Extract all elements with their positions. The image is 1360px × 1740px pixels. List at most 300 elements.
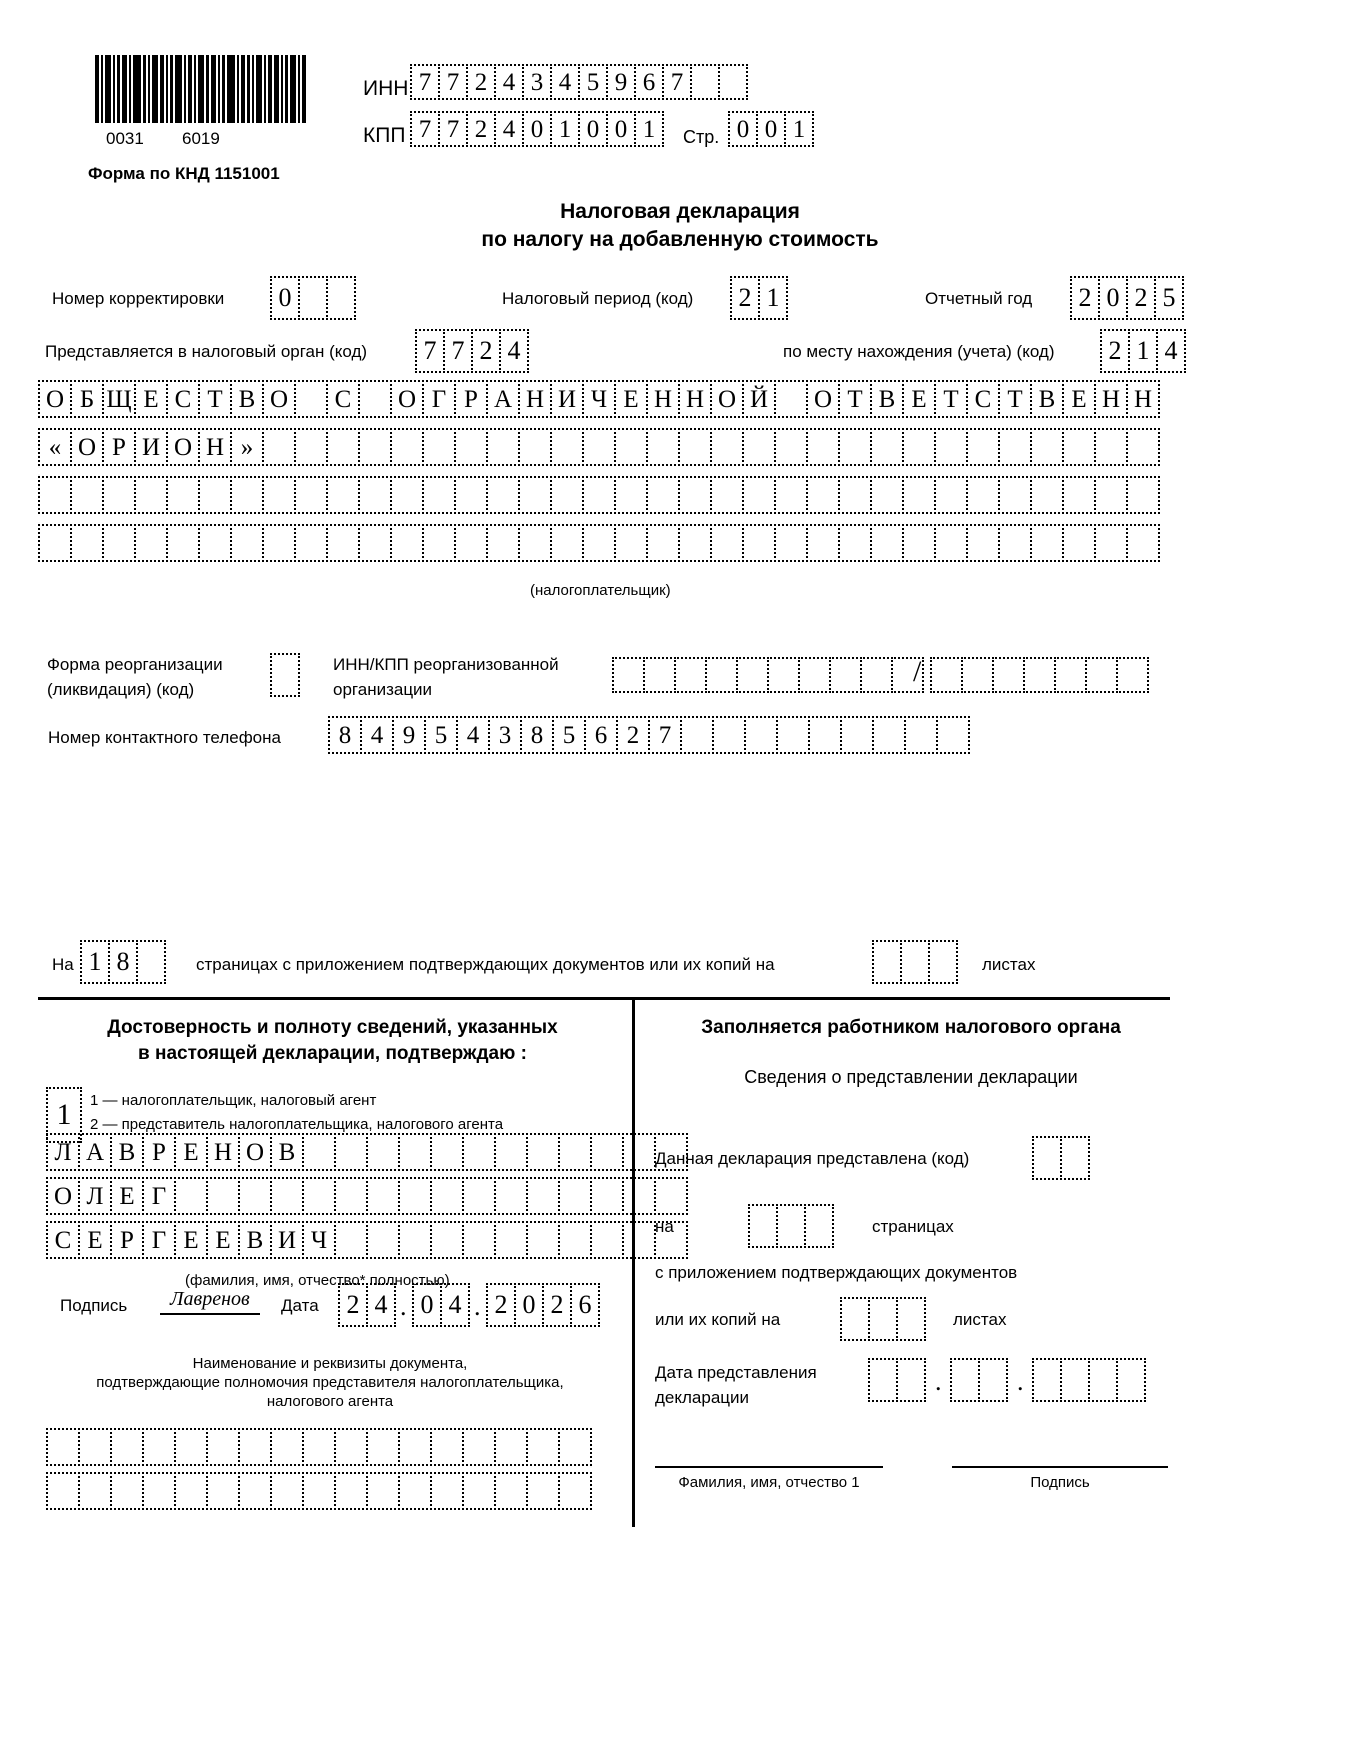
patronymic-cell-9[interactable]: Ч [302, 1221, 336, 1259]
taxpayer-r4-cell-33[interactable] [1062, 524, 1096, 562]
reorg-kpp-cell-6[interactable] [1085, 657, 1118, 693]
phone-cell-20[interactable] [936, 716, 970, 754]
reorg-inn-field[interactable] [612, 657, 924, 693]
taxpayer-r4-cell-20[interactable] [646, 524, 680, 562]
doc-r1-cell-1[interactable] [46, 1428, 80, 1466]
firstname-cell-7[interactable] [238, 1177, 272, 1215]
page-cell-3[interactable]: 1 [784, 111, 814, 147]
doc-r1-cell-17[interactable] [558, 1428, 592, 1466]
surname-cell-8[interactable]: В [270, 1133, 304, 1171]
patronymic-cell-7[interactable]: В [238, 1221, 272, 1259]
taxpayer-r1-cell-4[interactable]: Е [134, 380, 168, 418]
taxpayer-r3-cell-6[interactable] [198, 476, 232, 514]
taxpayer-r1-cell-5[interactable]: С [166, 380, 200, 418]
taxpayer-r4-cell-28[interactable] [902, 524, 936, 562]
doc-r1-cell-16[interactable] [526, 1428, 560, 1466]
surname-cell-3[interactable]: В [110, 1133, 144, 1171]
reorg-inn-cell-9[interactable] [860, 657, 893, 693]
taxpayer-r4-cell-4[interactable] [134, 524, 168, 562]
submitted-cell-2[interactable] [1060, 1136, 1090, 1180]
surname-cell-2[interactable]: А [78, 1133, 112, 1171]
year-cell-4[interactable]: 5 [1154, 276, 1184, 320]
date-month-cell-1[interactable]: 0 [412, 1283, 442, 1327]
taxpayer-r4-cell-5[interactable] [166, 524, 200, 562]
official-date-day-cell-2[interactable] [896, 1358, 926, 1402]
reorg-inn-cell-8[interactable] [829, 657, 862, 693]
taxpayer-r1-cell-17[interactable]: И [550, 380, 584, 418]
taxpayer-r1-cell-33[interactable]: Е [1062, 380, 1096, 418]
phone-cell-8[interactable]: 5 [552, 716, 586, 754]
firstname-cell-1[interactable]: О [46, 1177, 80, 1215]
taxpayer-r2-cell-35[interactable] [1126, 428, 1160, 466]
taxpayer-r2-cell-25[interactable] [806, 428, 840, 466]
date-month-cell-2[interactable]: 4 [440, 1283, 470, 1327]
taxpayer-name-row-2[interactable] [38, 428, 1160, 466]
period-field[interactable] [730, 276, 788, 320]
patronymic-cell-19[interactable] [622, 1221, 656, 1259]
kpp-cell-2[interactable]: 7 [438, 111, 468, 147]
phone-cell-3[interactable]: 9 [392, 716, 426, 754]
correction-field[interactable] [270, 276, 356, 320]
taxpayer-r2-cell-16[interactable] [518, 428, 552, 466]
surname-cell-15[interactable] [494, 1133, 528, 1171]
official-date-year-cell-4[interactable] [1116, 1358, 1146, 1402]
copies-field[interactable] [840, 1297, 926, 1341]
date-year-field[interactable] [486, 1283, 600, 1327]
taxpayer-r4-cell-30[interactable] [966, 524, 1000, 562]
taxpayer-r1-cell-12[interactable]: О [390, 380, 424, 418]
taxpayer-r2-cell-13[interactable] [422, 428, 456, 466]
taxpayer-r3-cell-32[interactable] [1030, 476, 1064, 514]
period-cell-2[interactable]: 1 [758, 276, 788, 320]
doc-r1-cell-14[interactable] [462, 1428, 496, 1466]
phone-cell-12[interactable] [680, 716, 714, 754]
taxpayer-r4-cell-29[interactable] [934, 524, 968, 562]
taxpayer-r3-cell-15[interactable] [486, 476, 520, 514]
location-cell-2[interactable]: 1 [1128, 329, 1158, 373]
surname-cell-9[interactable] [302, 1133, 336, 1171]
taxpayer-r4-cell-12[interactable] [390, 524, 424, 562]
taxpayer-r4-cell-8[interactable] [262, 524, 296, 562]
doc-r1-cell-11[interactable] [366, 1428, 400, 1466]
kpp-field[interactable] [410, 111, 664, 147]
surname-cell-10[interactable] [334, 1133, 368, 1171]
onpages-cell-1[interactable] [748, 1204, 778, 1248]
reorg-inn-cell-7[interactable] [798, 657, 831, 693]
taxpayer-r1-cell-19[interactable]: Е [614, 380, 648, 418]
reorg-kpp-cell-2[interactable] [961, 657, 994, 693]
doc-r1-cell-3[interactable] [110, 1428, 144, 1466]
submitted-cell-1[interactable] [1032, 1136, 1062, 1180]
official-date-month-cell-2[interactable] [978, 1358, 1008, 1402]
taxpayer-r2-cell-21[interactable] [678, 428, 712, 466]
firstname-cell-12[interactable] [398, 1177, 432, 1215]
patronymic-cell-12[interactable] [398, 1221, 432, 1259]
location-cell-3[interactable]: 4 [1156, 329, 1186, 373]
phone-cell-11[interactable]: 7 [648, 716, 682, 754]
taxpayer-r1-cell-32[interactable]: В [1030, 380, 1064, 418]
doc-r2-cell-7[interactable] [238, 1472, 272, 1510]
taxpayer-r2-cell-31[interactable] [998, 428, 1032, 466]
doc-details-row-1[interactable] [46, 1428, 592, 1466]
official-date-month-cell-1[interactable] [950, 1358, 980, 1402]
taxpayer-r1-cell-18[interactable]: Ч [582, 380, 616, 418]
firstname-cell-16[interactable] [526, 1177, 560, 1215]
patronymic-cell-1[interactable]: С [46, 1221, 80, 1259]
patronymic-cell-16[interactable] [526, 1221, 560, 1259]
surname-cell-14[interactable] [462, 1133, 496, 1171]
taxpayer-r3-cell-31[interactable] [998, 476, 1032, 514]
inn-cell-11[interactable] [690, 64, 720, 100]
taxpayer-r3-cell-28[interactable] [902, 476, 936, 514]
patronymic-cell-3[interactable]: Р [110, 1221, 144, 1259]
taxpayer-r4-cell-26[interactable] [838, 524, 872, 562]
taxpayer-r1-cell-2[interactable]: Б [70, 380, 104, 418]
doc-r2-cell-14[interactable] [462, 1472, 496, 1510]
taxpayer-r3-cell-23[interactable] [742, 476, 776, 514]
taxpayer-r3-cell-20[interactable] [646, 476, 680, 514]
date-year-cell-4[interactable]: 6 [570, 1283, 600, 1327]
onpages-cell-2[interactable] [776, 1204, 806, 1248]
taxpayer-r2-cell-30[interactable] [966, 428, 1000, 466]
taxpayer-r4-cell-7[interactable] [230, 524, 264, 562]
patronymic-cell-15[interactable] [494, 1221, 528, 1259]
taxpayer-r1-cell-29[interactable]: Т [934, 380, 968, 418]
doc-r2-cell-5[interactable] [174, 1472, 208, 1510]
surname-cell-17[interactable] [558, 1133, 592, 1171]
kpp-cell-1[interactable]: 7 [410, 111, 440, 147]
taxpayer-r2-cell-12[interactable] [390, 428, 424, 466]
phone-cell-18[interactable] [872, 716, 906, 754]
taxpayer-r3-cell-33[interactable] [1062, 476, 1096, 514]
taxpayer-r3-cell-18[interactable] [582, 476, 616, 514]
taxpayer-r1-cell-28[interactable]: Е [902, 380, 936, 418]
signer-surname-field[interactable] [46, 1133, 688, 1171]
surname-cell-5[interactable]: Е [174, 1133, 208, 1171]
taxpayer-r3-cell-11[interactable] [358, 476, 392, 514]
taxpayer-r2-cell-15[interactable] [486, 428, 520, 466]
kpp-cell-7[interactable]: 0 [578, 111, 608, 147]
taxpayer-r4-cell-16[interactable] [518, 524, 552, 562]
taxpayer-r2-cell-6[interactable]: Н [198, 428, 232, 466]
inn-cell-8[interactable]: 9 [606, 64, 636, 100]
year-cell-2[interactable]: 0 [1098, 276, 1128, 320]
taxpayer-r3-cell-5[interactable] [166, 476, 200, 514]
phone-cell-15[interactable] [776, 716, 810, 754]
taxpayer-r2-cell-34[interactable] [1094, 428, 1128, 466]
taxpayer-r1-cell-11[interactable] [358, 380, 392, 418]
doc-r2-cell-17[interactable] [558, 1472, 592, 1510]
taxpayer-r2-cell-2[interactable]: О [70, 428, 104, 466]
signature-value[interactable]: Лавренов [160, 1288, 260, 1315]
doc-r2-cell-11[interactable] [366, 1472, 400, 1510]
reorg-inn-cell-2[interactable] [643, 657, 676, 693]
taxpayer-r1-cell-13[interactable]: Г [422, 380, 456, 418]
patronymic-cell-11[interactable] [366, 1221, 400, 1259]
firstname-cell-19[interactable] [622, 1177, 656, 1215]
taxpayer-r2-cell-26[interactable] [838, 428, 872, 466]
firstname-cell-5[interactable] [174, 1177, 208, 1215]
taxpayer-name-row-4[interactable] [38, 524, 1160, 562]
reorg-form-cell-1[interactable] [270, 653, 300, 697]
doc-r2-cell-1[interactable] [46, 1472, 80, 1510]
signer-code-cell-1[interactable]: 1 [46, 1087, 82, 1143]
firstname-cell-9[interactable] [302, 1177, 336, 1215]
year-cell-1[interactable]: 2 [1070, 276, 1100, 320]
taxpayer-r4-cell-32[interactable] [1030, 524, 1064, 562]
taxpayer-r3-cell-9[interactable] [294, 476, 328, 514]
taxpayer-r4-cell-15[interactable] [486, 524, 520, 562]
taxpayer-r2-cell-19[interactable] [614, 428, 648, 466]
taxpayer-r3-cell-16[interactable] [518, 476, 552, 514]
year-field[interactable] [1070, 276, 1184, 320]
doc-r2-cell-6[interactable] [206, 1472, 240, 1510]
submitted-code-field[interactable] [1032, 1136, 1090, 1180]
taxpayer-r2-cell-11[interactable] [358, 428, 392, 466]
taxpayer-r2-cell-24[interactable] [774, 428, 808, 466]
date-year-cell-3[interactable]: 2 [542, 1283, 572, 1327]
phone-cell-16[interactable] [808, 716, 842, 754]
reorg-inn-cell-4[interactable] [705, 657, 738, 693]
firstname-cell-3[interactable]: Е [110, 1177, 144, 1215]
patronymic-cell-4[interactable]: Г [142, 1221, 176, 1259]
surname-cell-1[interactable]: Л [46, 1133, 80, 1171]
inn-field[interactable] [410, 64, 748, 100]
taxpayer-r3-cell-27[interactable] [870, 476, 904, 514]
inn-cell-7[interactable]: 5 [578, 64, 608, 100]
taxpayer-r4-cell-9[interactable] [294, 524, 328, 562]
taxpayer-r4-cell-2[interactable] [70, 524, 104, 562]
taxpayer-r2-cell-18[interactable] [582, 428, 616, 466]
taxpayer-r2-cell-8[interactable] [262, 428, 296, 466]
firstname-cell-18[interactable] [590, 1177, 624, 1215]
taxpayer-r2-cell-32[interactable] [1030, 428, 1064, 466]
reorg-kpp-cell-3[interactable] [992, 657, 1025, 693]
phone-cell-1[interactable]: 8 [328, 716, 362, 754]
taxpayer-r2-cell-14[interactable] [454, 428, 488, 466]
patronymic-cell-8[interactable]: И [270, 1221, 304, 1259]
reorg-inn-cell-6[interactable] [767, 657, 800, 693]
tax-office-field[interactable] [415, 329, 529, 373]
taxpayer-r4-cell-6[interactable] [198, 524, 232, 562]
taxpayer-r1-cell-34[interactable]: Н [1094, 380, 1128, 418]
doc-r2-cell-13[interactable] [430, 1472, 464, 1510]
date-day-cell-1[interactable]: 2 [338, 1283, 368, 1327]
taxpayer-r4-cell-22[interactable] [710, 524, 744, 562]
surname-cell-11[interactable] [366, 1133, 400, 1171]
date-year-cell-2[interactable]: 0 [514, 1283, 544, 1327]
firstname-cell-2[interactable]: Л [78, 1177, 112, 1215]
patronymic-cell-6[interactable]: Е [206, 1221, 240, 1259]
official-date-year-field[interactable] [1032, 1358, 1146, 1402]
surname-cell-4[interactable]: Р [142, 1133, 176, 1171]
official-date-year-cell-2[interactable] [1060, 1358, 1090, 1402]
taxpayer-r1-cell-26[interactable]: Т [838, 380, 872, 418]
reorg-kpp-cell-7[interactable] [1116, 657, 1149, 693]
taxpayer-r3-cell-12[interactable] [390, 476, 424, 514]
taxpayer-r3-cell-17[interactable] [550, 476, 584, 514]
taxpayer-r3-cell-34[interactable] [1094, 476, 1128, 514]
phone-cell-14[interactable] [744, 716, 778, 754]
on-pages-field[interactable] [748, 1204, 834, 1248]
pages-cell-3[interactable] [136, 940, 166, 984]
official-date-year-cell-1[interactable] [1032, 1358, 1062, 1402]
phone-cell-6[interactable]: 3 [488, 716, 522, 754]
taxpayer-r3-cell-8[interactable] [262, 476, 296, 514]
pages-cell-2[interactable]: 8 [108, 940, 138, 984]
taxpayer-r3-cell-2[interactable] [70, 476, 104, 514]
kpp-cell-8[interactable]: 0 [606, 111, 636, 147]
reorg-kpp-cell-4[interactable] [1023, 657, 1056, 693]
phone-cell-9[interactable]: 6 [584, 716, 618, 754]
surname-cell-7[interactable]: О [238, 1133, 272, 1171]
taxpayer-r2-cell-3[interactable]: Р [102, 428, 136, 466]
patronymic-cell-14[interactable] [462, 1221, 496, 1259]
page-cell-1[interactable]: 0 [728, 111, 758, 147]
doc-r1-cell-15[interactable] [494, 1428, 528, 1466]
taxpayer-r3-cell-1[interactable] [38, 476, 72, 514]
doc-r2-cell-9[interactable] [302, 1472, 336, 1510]
taxpayer-r1-cell-20[interactable]: Н [646, 380, 680, 418]
taxpayer-r3-cell-3[interactable] [102, 476, 136, 514]
firstname-cell-6[interactable] [206, 1177, 240, 1215]
reorg-inn-cell-5[interactable] [736, 657, 769, 693]
taxpayer-r1-cell-35[interactable]: Н [1126, 380, 1160, 418]
firstname-cell-15[interactable] [494, 1177, 528, 1215]
official-date-day-cell-1[interactable] [868, 1358, 898, 1402]
date-year-cell-1[interactable]: 2 [486, 1283, 516, 1327]
taxpayer-r4-cell-23[interactable] [742, 524, 776, 562]
onpages-cell-3[interactable] [804, 1204, 834, 1248]
taxpayer-r3-cell-26[interactable] [838, 476, 872, 514]
taxpayer-r3-cell-13[interactable] [422, 476, 456, 514]
taxpayer-r2-cell-4[interactable]: И [134, 428, 168, 466]
taxpayer-r3-cell-35[interactable] [1126, 476, 1160, 514]
date-month-field[interactable] [412, 1283, 470, 1327]
sheets-cell-3[interactable] [928, 940, 958, 984]
taxpayer-r4-cell-21[interactable] [678, 524, 712, 562]
taxpayer-r1-cell-21[interactable]: Н [678, 380, 712, 418]
taxpayer-r4-cell-3[interactable] [102, 524, 136, 562]
doc-r2-cell-16[interactable] [526, 1472, 560, 1510]
taxpayer-r3-cell-4[interactable] [134, 476, 168, 514]
surname-cell-6[interactable]: Н [206, 1133, 240, 1171]
taxpayer-r1-cell-16[interactable]: Н [518, 380, 552, 418]
surname-cell-19[interactable] [622, 1133, 656, 1171]
surname-cell-12[interactable] [398, 1133, 432, 1171]
copies-cell-2[interactable] [868, 1297, 898, 1341]
reorg-inn-cell-3[interactable] [674, 657, 707, 693]
inn-cell-10[interactable]: 7 [662, 64, 692, 100]
taxpayer-r2-cell-5[interactable]: О [166, 428, 200, 466]
firstname-cell-13[interactable] [430, 1177, 464, 1215]
period-cell-1[interactable]: 2 [730, 276, 760, 320]
kpp-cell-6[interactable]: 1 [550, 111, 580, 147]
taxpayer-r1-cell-8[interactable]: О [262, 380, 296, 418]
inn-cell-4[interactable]: 4 [494, 64, 524, 100]
inn-cell-1[interactable]: 7 [410, 64, 440, 100]
taxpayer-r3-cell-10[interactable] [326, 476, 360, 514]
doc-r2-cell-3[interactable] [110, 1472, 144, 1510]
copies-cell-3[interactable] [896, 1297, 926, 1341]
phone-cell-17[interactable] [840, 716, 874, 754]
taxpayer-r4-cell-1[interactable] [38, 524, 72, 562]
sheets-cell-2[interactable] [900, 940, 930, 984]
official-date-day-field[interactable] [868, 1358, 926, 1402]
firstname-cell-11[interactable] [366, 1177, 400, 1215]
taxpayer-name-row-3[interactable] [38, 476, 1160, 514]
taxoffice-cell-1[interactable]: 7 [415, 329, 445, 373]
doc-r1-cell-10[interactable] [334, 1428, 368, 1466]
inn-cell-5[interactable]: 3 [522, 64, 552, 100]
taxpayer-r1-cell-7[interactable]: В [230, 380, 264, 418]
taxpayer-r2-cell-9[interactable] [294, 428, 328, 466]
pages-cell-1[interactable]: 1 [80, 940, 110, 984]
doc-r1-cell-9[interactable] [302, 1428, 336, 1466]
doc-r2-cell-2[interactable] [78, 1472, 112, 1510]
doc-r2-cell-8[interactable] [270, 1472, 304, 1510]
doc-r2-cell-4[interactable] [142, 1472, 176, 1510]
kpp-cell-4[interactable]: 4 [494, 111, 524, 147]
taxpayer-r2-cell-23[interactable] [742, 428, 776, 466]
taxpayer-r4-cell-18[interactable] [582, 524, 616, 562]
taxpayer-r1-cell-24[interactable] [774, 380, 808, 418]
taxpayer-r4-cell-13[interactable] [422, 524, 456, 562]
reorg-form-code-field[interactable] [270, 653, 300, 697]
phone-cell-7[interactable]: 8 [520, 716, 554, 754]
firstname-cell-8[interactable] [270, 1177, 304, 1215]
doc-r1-cell-8[interactable] [270, 1428, 304, 1466]
taxpayer-name-row-1[interactable] [38, 380, 1160, 418]
taxpayer-r2-cell-27[interactable] [870, 428, 904, 466]
surname-cell-13[interactable] [430, 1133, 464, 1171]
sheets-count-field[interactable] [872, 940, 958, 984]
firstname-cell-20[interactable] [654, 1177, 688, 1215]
taxoffice-cell-3[interactable]: 2 [471, 329, 501, 373]
taxpayer-r4-cell-19[interactable] [614, 524, 648, 562]
patronymic-cell-18[interactable] [590, 1221, 624, 1259]
doc-r1-cell-2[interactable] [78, 1428, 112, 1466]
taxpayer-r3-cell-30[interactable] [966, 476, 1000, 514]
taxpayer-r1-cell-31[interactable]: Т [998, 380, 1032, 418]
taxpayer-r4-cell-34[interactable] [1094, 524, 1128, 562]
inn-cell-3[interactable]: 2 [466, 64, 496, 100]
taxpayer-r1-cell-30[interactable]: С [966, 380, 1000, 418]
doc-r1-cell-13[interactable] [430, 1428, 464, 1466]
taxpayer-r1-cell-3[interactable]: Щ [102, 380, 136, 418]
taxpayer-r2-cell-10[interactable] [326, 428, 360, 466]
location-cell-1[interactable]: 2 [1100, 329, 1130, 373]
patronymic-cell-13[interactable] [430, 1221, 464, 1259]
correction-cell-1[interactable]: 0 [270, 276, 300, 320]
taxpayer-r1-cell-22[interactable]: О [710, 380, 744, 418]
inn-cell-12[interactable] [718, 64, 748, 100]
taxpayer-r3-cell-19[interactable] [614, 476, 648, 514]
taxpayer-r3-cell-21[interactable] [678, 476, 712, 514]
doc-r1-cell-4[interactable] [142, 1428, 176, 1466]
patronymic-cell-10[interactable] [334, 1221, 368, 1259]
phone-field[interactable] [328, 716, 970, 754]
patronymic-cell-17[interactable] [558, 1221, 592, 1259]
inn-cell-2[interactable]: 7 [438, 64, 468, 100]
correction-cell-3[interactable] [326, 276, 356, 320]
phone-cell-10[interactable]: 2 [616, 716, 650, 754]
inn-cell-6[interactable]: 4 [550, 64, 580, 100]
official-date-month-field[interactable] [950, 1358, 1008, 1402]
taxoffice-cell-4[interactable]: 4 [499, 329, 529, 373]
taxpayer-r4-cell-35[interactable] [1126, 524, 1160, 562]
page-cell-2[interactable]: 0 [756, 111, 786, 147]
